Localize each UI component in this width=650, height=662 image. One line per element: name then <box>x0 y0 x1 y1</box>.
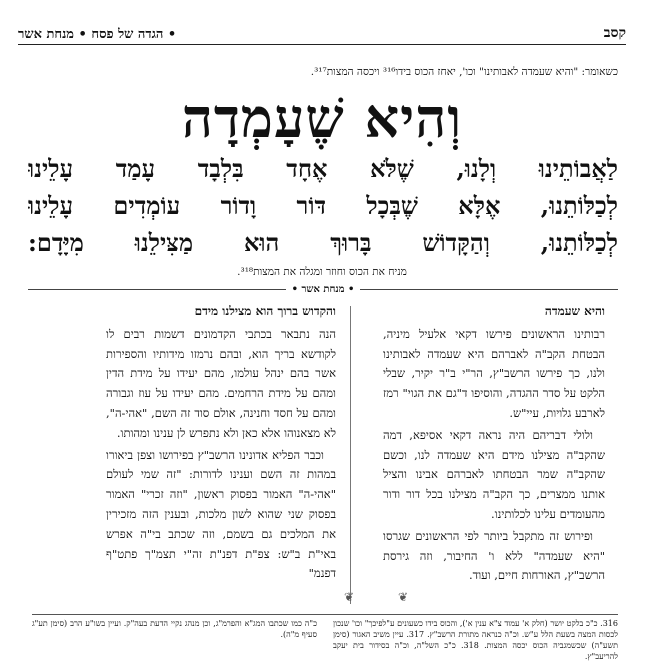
main-title: וְהִיא שֶׁעָמְדָה <box>181 86 463 150</box>
right-column-heading: והיא שעמדה <box>544 304 605 318</box>
left-paragraph: וכבר הפליא אדונינו הרשב"ץ בפירושו וצפן ביאורו במהות זה השם וענינו לדורות: "זה שמי לעולם "אהי-ה" האמור בפסוק ראשון, "וזה זכרי" האמור בפסוק שני שהוא לשון מלכות, ובענין הזה מזכירין את המלכים גם בשמם, וזה שכתב בי"ה אפרש באי"ת ב"ש: צפ"ת דפנ"ת זה"י תצמ"ך פתט"ף דפנמ" <box>106 447 336 581</box>
right-paragraph: ופירוש זה מתקבל ביותר לפי הראשונים שגרסו "היא שעמדה" ללא ו' החיבור, וזה גירסת הרשב"ץ, האורחות חיים, ועוד. <box>383 528 605 583</box>
footnotes-left: כ"ה כמו שכתבו המג"א והפרמ"ג, וכן מנהג נקיי הדעת בעה"ק. ועיין בשו"ע הרב (סימן תע"ג סעיף מ"ה). <box>32 619 317 639</box>
running-title: • הגדה של פסח • מנחת אשר <box>18 27 177 42</box>
intro-instruction: כשאומר: "והיא שעמדה לאבותינו" וכו', יאחז הכוס בידו³¹⁶ ויכסה המצות³¹⁷. <box>310 66 618 78</box>
commentary-right-column <box>383 302 605 588</box>
main-text-line: לְכַלּוֹתֵנוּ, וְהַקָּדוֹשׁ בָּרוּךְ הוּא מַצִּילֵנוּ מִיָּדָם: <box>28 228 618 257</box>
divider-label: • מנחת אשר • <box>291 283 355 295</box>
footnote-rule <box>32 614 618 615</box>
divider-rule <box>28 289 286 290</box>
divider-rule <box>360 289 618 290</box>
footnotes-right: 316. כ"כ בלקט יושר (חלק א' עמוד צ"א ענין א'), והכוס בידו כשעונים ע"לפיכך" וכו' שנכון לכסות המצה בשעת הלל ע"ש. וכ"ה כנראה מתורת הרשב"ץ. 317. עיין משיב האגור (סימן תשע"ה) שכשמגביה הכוס יכסה המצות. 318. כ"כ השל"ה, וכ"ה בסידור בית יעקב להריעב"ץ. <box>333 619 619 661</box>
page-number: קסב <box>603 25 626 41</box>
haggadah-page <box>6 10 638 661</box>
section-divider <box>28 280 618 298</box>
right-paragraph: רבותינו הראשונים פירשו דקאי אלעיל מיניה, הבטחת הקב"ה לאברהם היא שעמדה לאבותינו ולנו, כך פירשו הרשב"ץ, הר"י ב"ר יקיר, שבלי הלקט על סדר ההגדה, והוסיפו ד"גם את הגוי" רמז לארבע גלויות, עיי"ש. <box>383 326 605 420</box>
left-paragraph: הנה נתבאר בכתבי הקדמונים דשמות רבים לו לקודשא בריך הוא, ובהם נרמזו מידותיו והספירות אשר בהם ינהל עולמו, מהם יעידו על מידת הדין ומהם על מידת הרחמים. מהם יעידו על עוז וגבורה ומהם על חסד וחנינה, אולם סוד זה השם, "אהי-ה", לא מצאנוהו אלא כאן ולא נתפרש לן ענינו ומהותו. <box>106 326 336 440</box>
left-column-heading: והקדוש ברוך הוא מצילנו מידם <box>194 304 336 318</box>
footnotes <box>32 618 618 662</box>
main-text <box>28 150 618 261</box>
running-header <box>18 20 626 45</box>
main-text-line: לַאֲבוֹתֵינוּ וְלָנוּ, שֶׁלֹּא אֶחָד בִּלְבָד עָמַד עָלֵינוּ <box>28 154 618 183</box>
right-paragraph: ולולי דבריהם היה נראה דקאי אסיפא, דמה שהקב"ה מצילנו מידם היא שעמדה לנו, וכשם שהקב"ה שמר הבטחתו לאברהם אבינו והציל אותנו ממצרים, כך הקב"ה מצילנו בכל דור ודור מהעומדים עלינו לכלותינו. <box>383 427 605 521</box>
cup-instruction: מניח את הכוס וחוזר ומגלה את המצות³¹⁸. <box>237 266 407 278</box>
flourish-ornament: ❦ <box>344 590 355 604</box>
commentary-left-column <box>106 302 336 586</box>
column-divider <box>350 306 351 604</box>
flourish-ornament: ❦ <box>397 590 408 604</box>
main-text-line: לְכַלּוֹתֵנוּ, אֶלָּא שֶׁבְּכָל דּוֹר וָדוֹר עוֹמְדִים עָלֵינוּ <box>28 191 618 220</box>
